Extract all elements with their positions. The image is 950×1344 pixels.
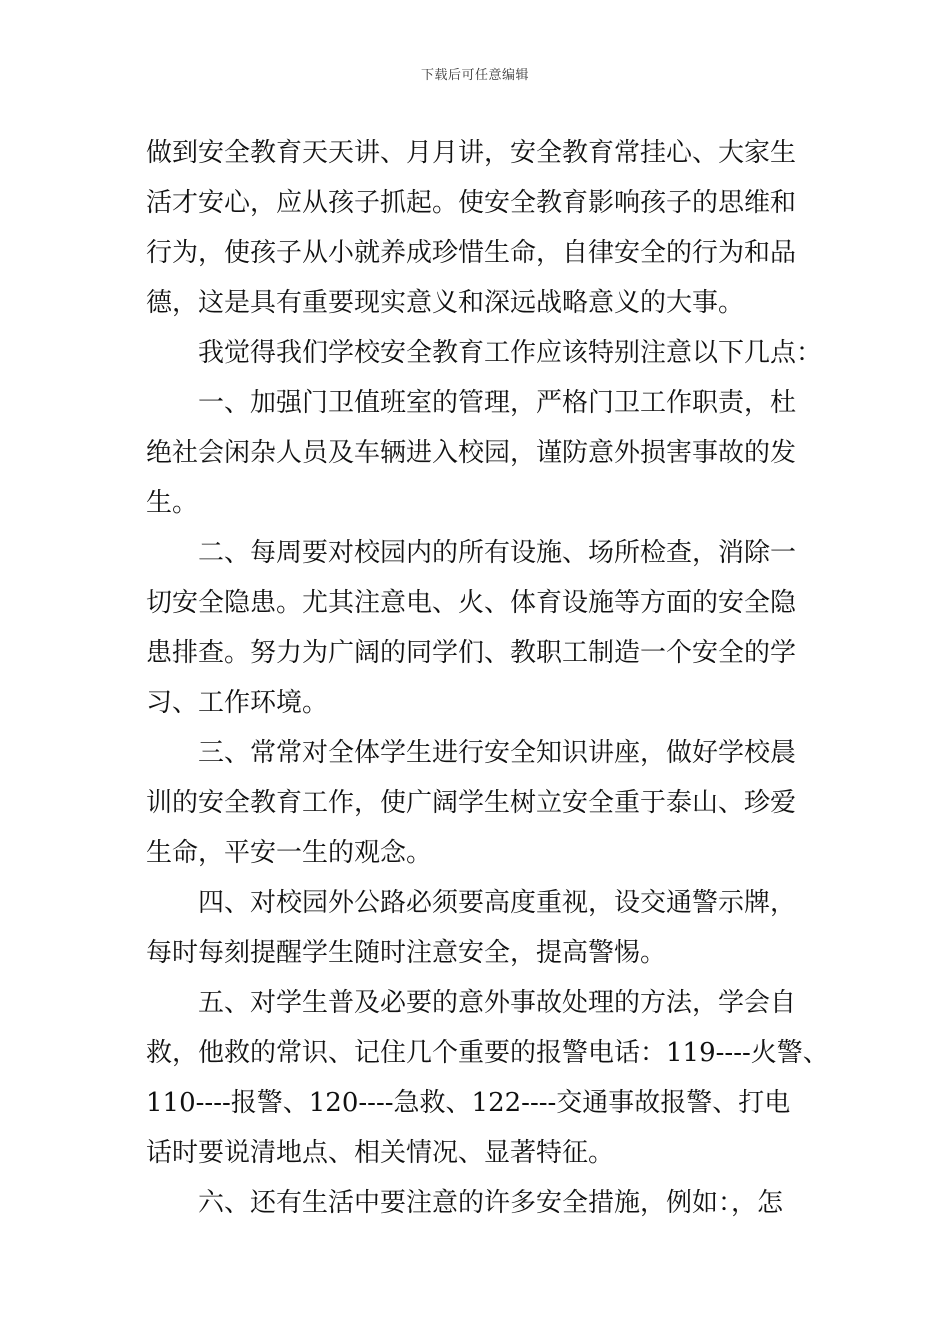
text-line: 每时每刻提醒学生随时注意安全，提高警惕。 — [146, 938, 667, 968]
text-line: 110----报警、120----急救、122----交通事故报警、打电 — [146, 1088, 791, 1118]
text-line: 生。 — [146, 488, 199, 518]
text-line: 救，他救的常识、记住几个重要的报警电话：119----火警、 — [146, 1038, 829, 1068]
text-line: 一、加强门卫值班室的管理，严格门卫工作职责，杜 — [198, 388, 797, 418]
text-line: 活才安心，应从孩子抓起。使安全教育影响孩子的思维和 — [146, 188, 797, 218]
text-line: 患排查。努力为广阔的同学们、教职工制造一个安全的学 — [146, 638, 797, 668]
text-line: 绝社会闲杂人员及车辆进入校园，谨防意外损害事故的发 — [146, 438, 797, 468]
page-header: 下载后可任意编辑 — [420, 68, 529, 83]
text-line: 生命，平安一生的观念。 — [146, 838, 433, 868]
text-line: 习、工作环境。 — [146, 688, 329, 718]
text-line: 话时要说清地点、相关情况、显著特征。 — [146, 1138, 615, 1168]
text-line: 切安全隐患。尤其注意电、火、体育设施等方面的安全隐 — [146, 588, 797, 618]
text-line: 德，这是具有重要现实意义和深远战略意义的大事。 — [146, 288, 745, 318]
document-body — [146, 128, 829, 1228]
text-line: 做到安全教育天天讲、月月讲，安全教育常挂心、大家生 — [146, 138, 797, 168]
text-line: 行为，使孩子从小就养成珍惜生命，自律安全的行为和品 — [146, 238, 797, 268]
text-line: 四、对校园外公路必须要高度重视，设交通警示牌， — [198, 888, 797, 918]
text-line: 五、对学生普及必要的意外事故处理的方法，学会自 — [198, 988, 797, 1018]
text-line: 我觉得我们学校安全教育工作应该特别注意以下几点： — [198, 338, 823, 368]
text-line: 二、每周要对校园内的所有设施、场所检查，消除一 — [198, 538, 797, 568]
text-line: 三、常常对全体学生进行安全知识讲座，做好学校晨 — [198, 738, 797, 768]
text-line: 六、还有生活中要注意的许多安全措施，例如：，怎 — [198, 1188, 784, 1218]
text-line: 训的安全教育工作，使广阔学生树立安全重于泰山、珍爱 — [146, 788, 797, 818]
